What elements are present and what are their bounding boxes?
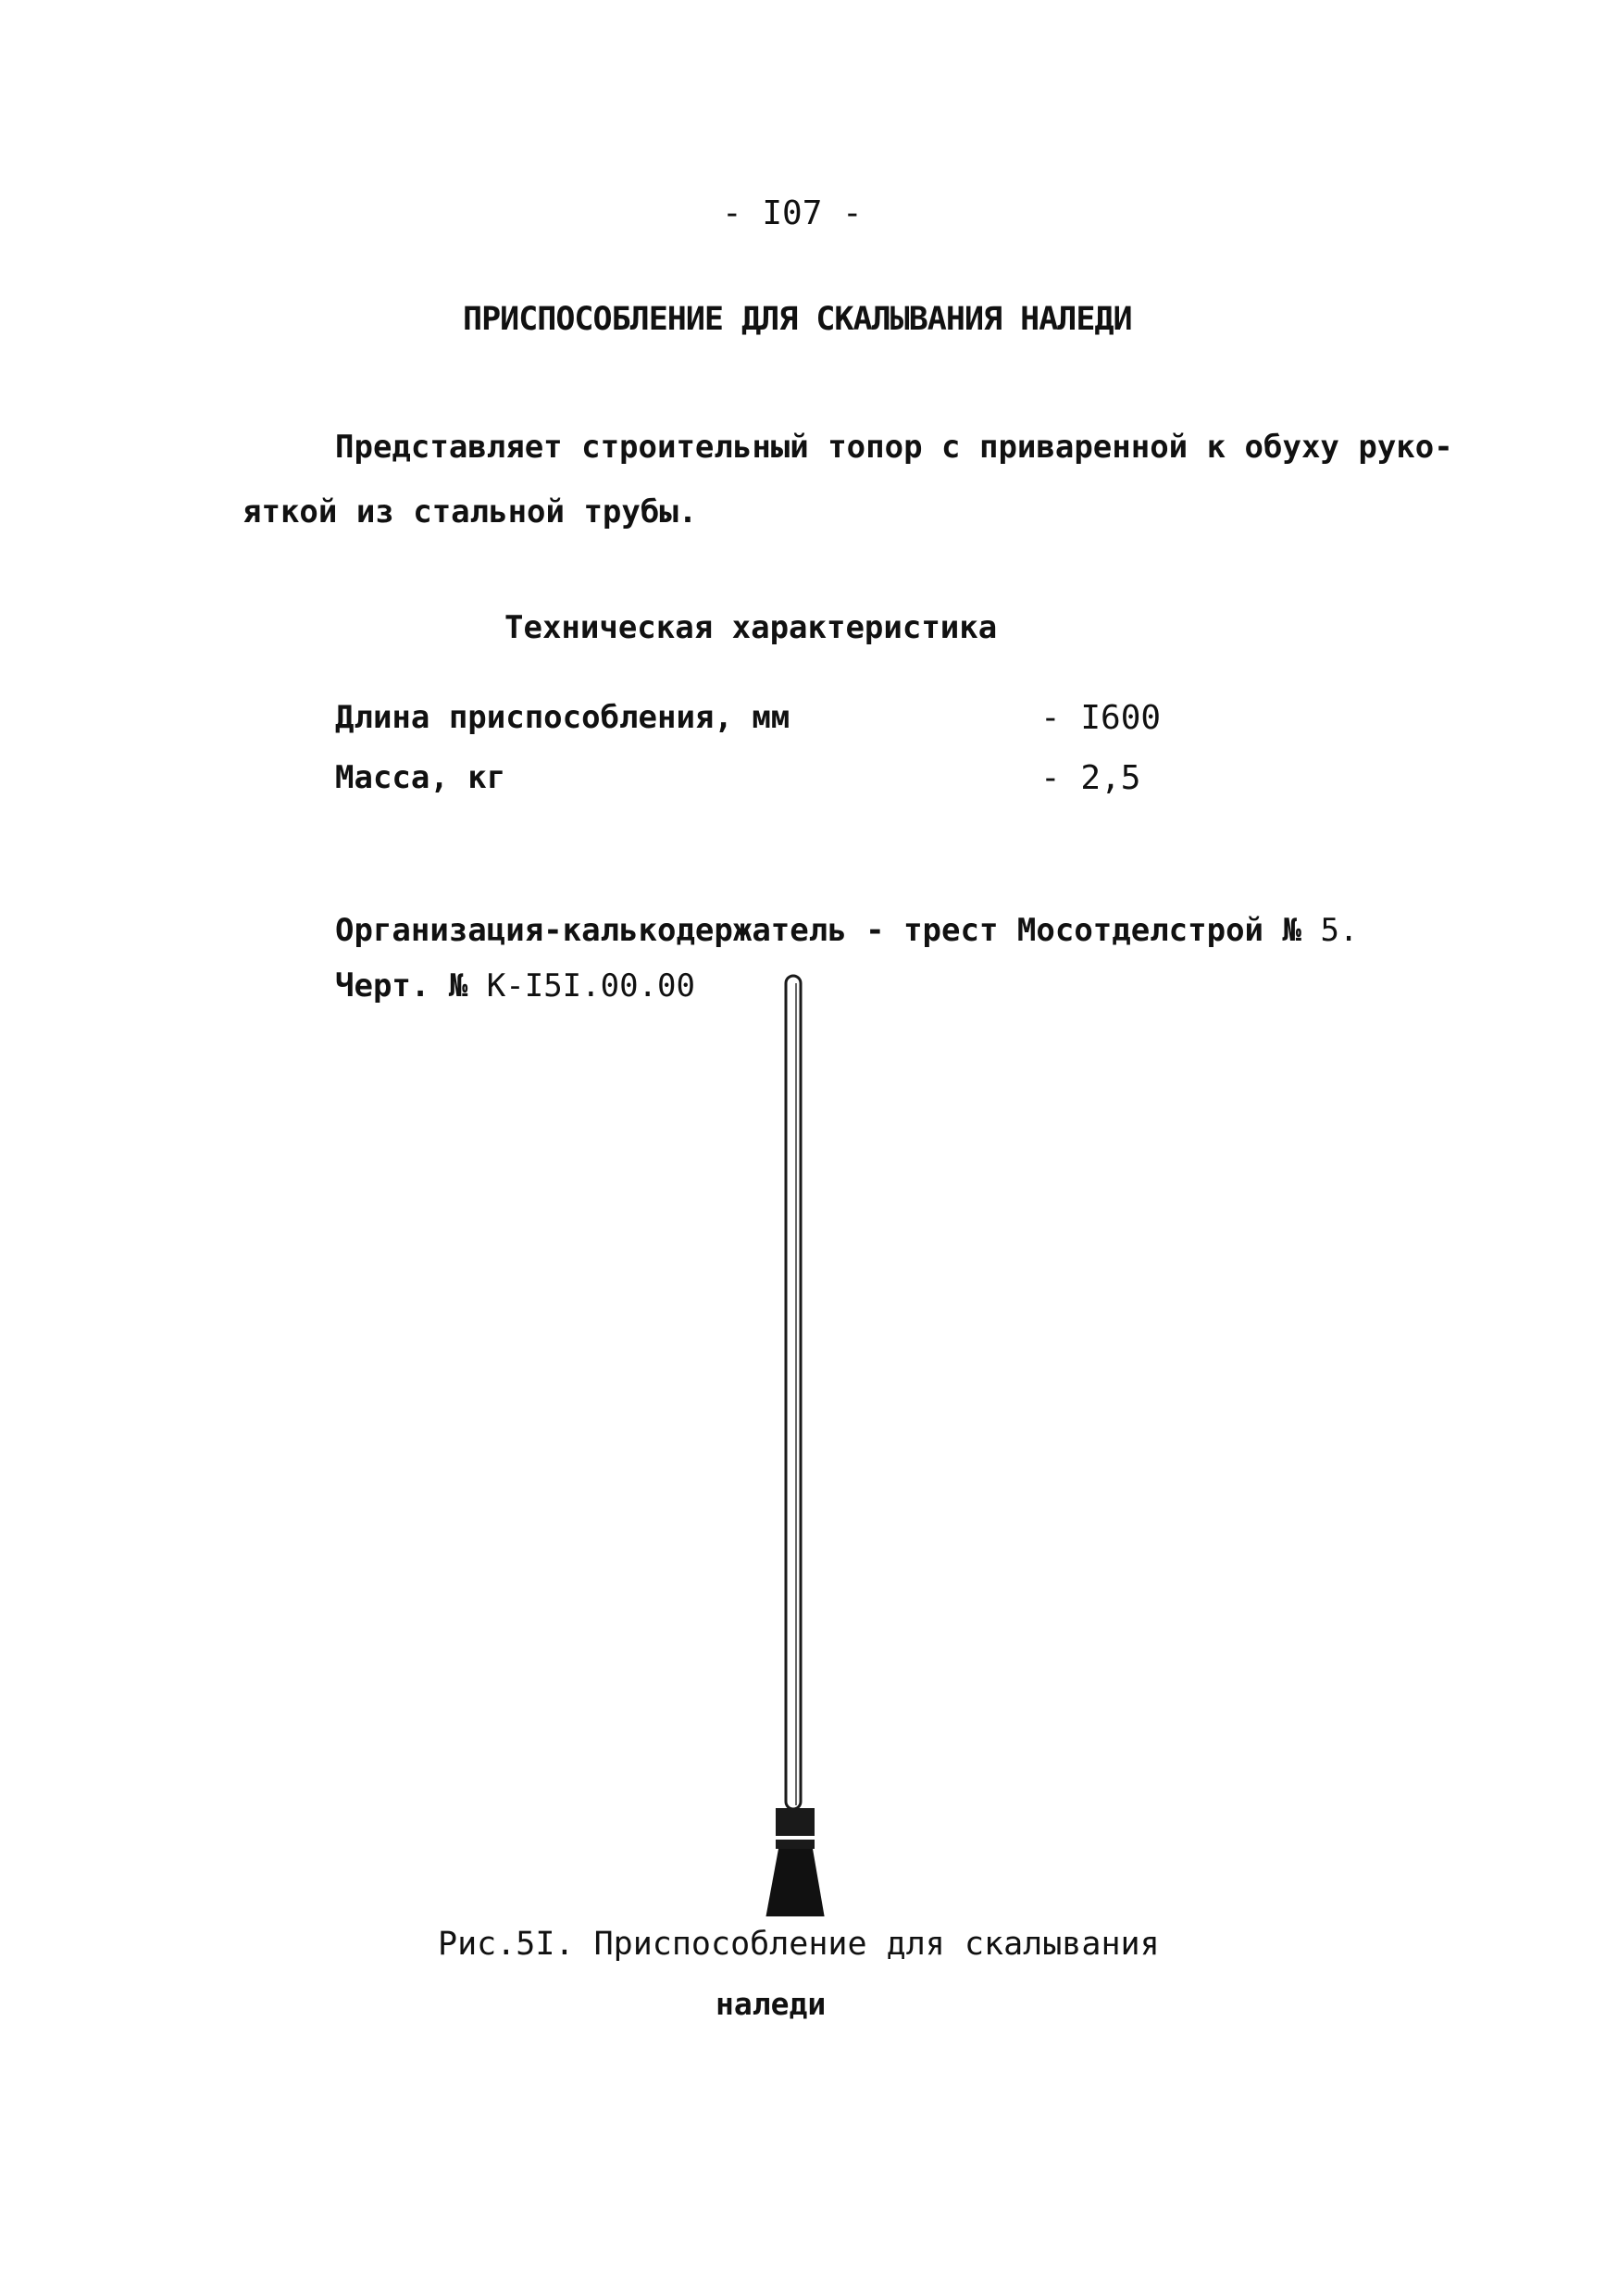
organization-line (335, 912, 1358, 949)
drawing-prefix: Черт. № (335, 967, 468, 1004)
figure-caption-line-2: наледи (716, 1986, 827, 2022)
description-line-2: яткой из стальной трубы. (243, 493, 698, 530)
axe-socket-band (776, 1836, 815, 1840)
drawing-code: К-I5I.00.00 (486, 967, 695, 1004)
spec-value-mass: - 2,5 (1040, 759, 1141, 797)
drawing-reference (335, 967, 695, 1004)
axe-blade (765, 1849, 826, 1916)
axe-socket-lower (776, 1840, 815, 1849)
spec-name-mass: Масса, кг (335, 759, 506, 796)
pipe-handle (786, 976, 801, 1809)
axe-with-pipe-handle-illustration (741, 972, 898, 1916)
specs-heading: Техническая характеристика (504, 609, 998, 646)
organization-text: Организация-калькодержатель - трест Мосотделстрой № (335, 912, 1301, 949)
description-line-1: Представляет строительный топор с приваренной к обуху руко- (335, 429, 1453, 466)
spec-value-length: - I600 (1040, 699, 1162, 737)
document-title: ПРИСПОСОБЛЕНИЕ ДЛЯ СКАЛЫВАНИЯ НАЛЕДИ (463, 301, 1132, 338)
spec-name-length: Длина приспособления, мм (335, 699, 790, 736)
organization-number: 5. (1320, 912, 1359, 949)
page-number: - I07 - (722, 194, 863, 232)
figure-caption-line-1: Рис.5I. Приспособление для скалывания (438, 1926, 1160, 1963)
